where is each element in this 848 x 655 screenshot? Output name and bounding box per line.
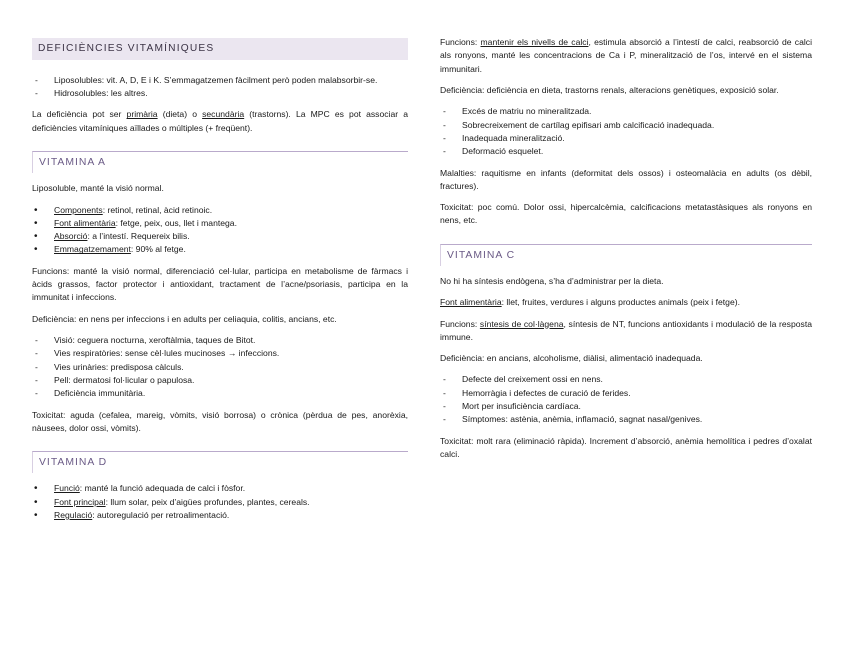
right-column bbox=[440, 36, 812, 469]
left-column bbox=[32, 38, 408, 530]
list-item: - Pell: dermatosi fol·licular o papulosa. bbox=[32, 374, 408, 387]
vitamin-a-heading: VITAMINA A bbox=[32, 151, 408, 173]
list-item: • Funció: manté la funció adequada de calci i fòsfor. bbox=[32, 482, 408, 495]
vitamin-a-funcions: Funcions: manté la visió normal, diferenciació cel·lular, participa en metabolisme de fàrmacs i àcids grassos, factor protector i antioxidant, tractament de l’acne/psoriasis, participa en la immunitat i infeccions. bbox=[32, 265, 408, 303]
list-item: • Regulació: autoregulació per retroalimentació. bbox=[32, 509, 408, 522]
vitamin-a-list bbox=[32, 204, 408, 257]
vitamin-a-toxicitat: Toxicitat: aguda (cefalea, mareig, vòmits, visió borrosa) o crònica (pèrdua de pes, anorèxia, nàusees, dolor ossi, vòmits). bbox=[32, 409, 408, 433]
list-item: - Defecte del creixement ossi en nens. bbox=[440, 373, 812, 386]
vitamin-d-list bbox=[32, 482, 408, 522]
vitamin-c-def-list bbox=[440, 373, 812, 426]
vitamin-c-funcions: Funcions: síntesis de col·làgena, síntesis de NT, funcions antioxidants i modulació de la resposta immune. bbox=[440, 318, 813, 342]
list-item: - Hidrosolubles: les altres. bbox=[32, 87, 408, 100]
list-item: - Inadequada mineralització. bbox=[440, 132, 812, 145]
list-item: - Excés de matriu no mineralitzada. bbox=[440, 105, 812, 118]
list-item: • Components: retinol, retinal, àcid retinoic. bbox=[32, 204, 408, 217]
vitamin-a-desc: Liposoluble, manté la visió normal. bbox=[32, 183, 164, 194]
vitamin-a-def-list bbox=[32, 334, 408, 401]
list-item: • Font principal: llum solar, peix d’aigües profundes, plantes, cereals. bbox=[32, 496, 408, 509]
intro-paragraph: La deficiència pot ser primària (dieta) o secundària (trastorns). La MPC es pot associar a deficiències vitamíniques aïllades o múltiples (+ freqüent). bbox=[32, 109, 409, 133]
section-title: DEFICIÈNCIES VITAMÍNIQUES bbox=[32, 38, 408, 60]
vitamin-c-heading: VITAMINA C bbox=[440, 244, 812, 266]
vitamin-d-deficiencia: Deficiència: deficiència en dieta, trastorns renals, alteracions genètiques, exposició solar. bbox=[440, 84, 779, 95]
list-item: - Símptomes: astènia, anèmia, inflamació, sagnat nasal/genives. bbox=[440, 413, 812, 426]
list-item: - Vies urinàries: predisposa càlculs. bbox=[32, 361, 408, 374]
vitamin-d-malalties: Malalties: raquitisme en infants (deformitat dels ossos) i osteomalàcia en adults (os dèbil, fractures). bbox=[440, 167, 812, 191]
vitamin-c-font: Font alimentària: llet, fruites, verdures i alguns productes animals (peix i fetge). bbox=[440, 297, 740, 308]
list-item: - Vies respiratòries: sense cèl·lules mucinoses → infeccions. bbox=[32, 347, 408, 360]
vitamin-c-desc: No hi ha síntesis endògena, s’ha d’administrar per la dieta. bbox=[440, 275, 664, 286]
intro-list bbox=[32, 74, 408, 101]
list-item: • Font alimentària: fetge, peix, ous, llet i mantega. bbox=[32, 217, 408, 230]
list-item: - Deformació esquelet. bbox=[440, 145, 812, 158]
vitamin-a-deficiencia: Deficiència: en nens per infeccions i en adults per celiaquia, colitis, ancians, etc. bbox=[32, 313, 337, 324]
list-item: - Visió: ceguera nocturna, xeroftàlmia, taques de Bitot. bbox=[32, 334, 408, 347]
vitamin-d-funcions: Funcions: mantenir els nivells de calci, estimula absorció a l’intestí de calci, reabsorció de calci als ronyons, manté les concentracions de Ca i P, mineralització de l’os, intervé en el sistema immunitari. bbox=[440, 37, 812, 74]
list-item: - Hemorràgia i defectes de curació de ferides. bbox=[440, 387, 812, 400]
vitamin-d-toxicitat: Toxicitat: poc comú. Dolor ossi, hipercalcèmia, calcificacions metatastàsiques als ronyons en nens, etc. bbox=[440, 202, 812, 226]
vitamin-d-heading: VITAMINA D bbox=[32, 451, 408, 473]
list-item: - Deficiència immunitària. bbox=[32, 387, 408, 400]
list-item: • Emmagatzemament: 90% al fetge. bbox=[32, 243, 408, 256]
vitamin-c-deficiencia: Deficiència: en ancians, alcoholisme, diàlisi, alimentació inadequada. bbox=[440, 353, 703, 364]
list-item: - Mort per insuficiència cardíaca. bbox=[440, 400, 812, 413]
list-item: • Absorció: a l’intestí. Requereix bilis. bbox=[32, 230, 408, 243]
list-item: - Liposolubles: vit. A, D, E i K. S’emmagatzemen fàcilment però poden malabsorbir-se. bbox=[32, 74, 408, 87]
vitamin-c-toxicitat: Toxicitat: molt rara (eliminació ràpida). Increment d’absorció, anèmia hemolítica i pedres d’oxalat calci. bbox=[440, 435, 812, 459]
vitamin-d-def-list bbox=[440, 105, 812, 158]
list-item: - Sobrecreixement de cartílag epifisari amb calcificació inadequada. bbox=[440, 119, 812, 132]
